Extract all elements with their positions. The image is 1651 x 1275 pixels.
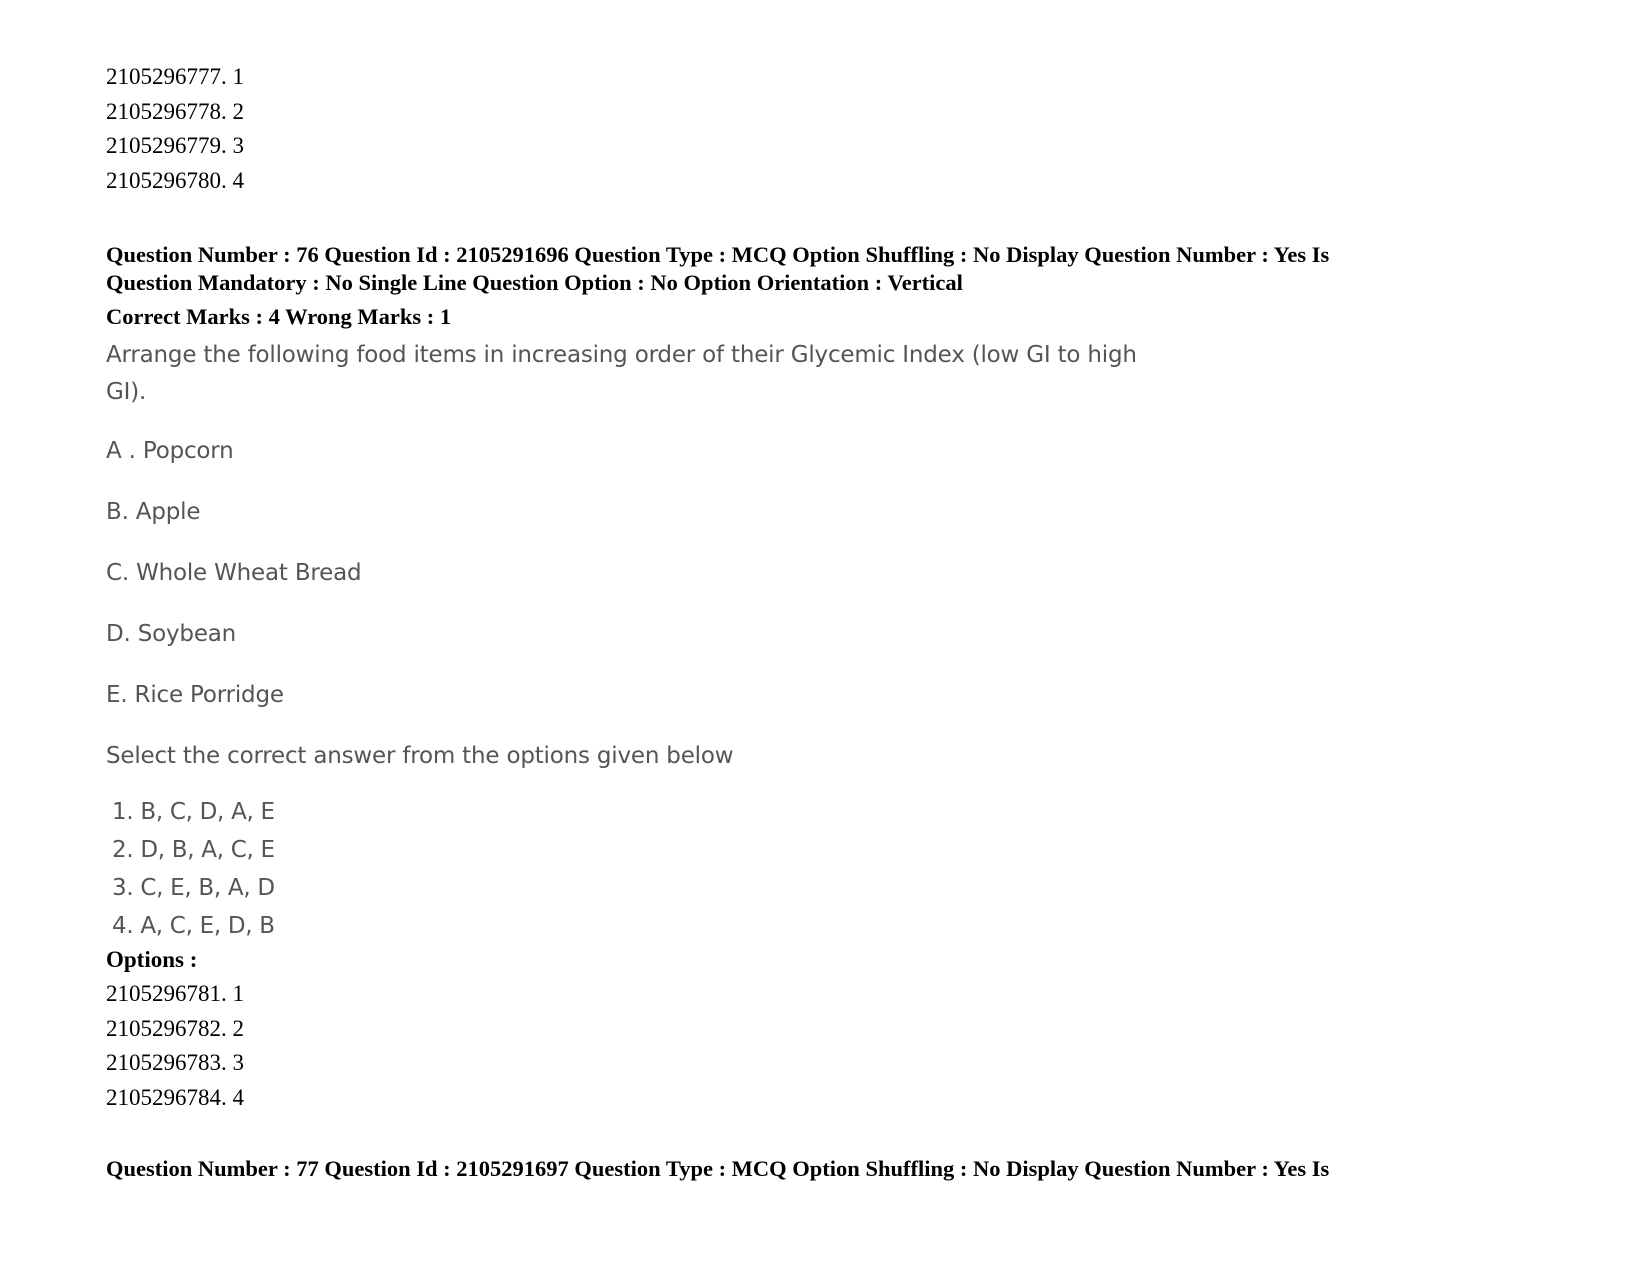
question-meta-line-2: Question Mandatory : No Single Line Question Option : No Option Orientation : Vertical [106,270,963,295]
option-id-line: 2105296783. 3 [106,1050,244,1075]
page-content [106,60,1506,1183]
question-item-e: E. Rice Porridge [106,682,284,708]
question-item-b: B. Apple [106,499,201,525]
question-marks: Correct Marks : 4 Wrong Marks : 1 [106,304,452,329]
option-id-line: 2105296778. 2 [106,98,244,124]
answer-choice-3: 3. C, E, B, A, D [112,875,275,901]
option-id-line: 2105296782. 2 [106,1015,244,1041]
question-76-meta [106,241,1506,297]
question-items [106,437,1506,709]
question-instruction: Select the correct answer from the options given below [106,743,734,769]
question-text: Arrange the following food items in increasing order of their Glycemic Index (low GI to high GI). [106,342,1137,405]
answer-choices [106,793,1506,945]
answer-choice-1: 1. B, C, D, A, E [112,799,275,825]
options-heading: Options : [106,947,198,972]
option-id-line: 2105296780. 4 [106,167,244,193]
answer-choice-4: 4. A, C, E, D, B [112,913,275,939]
answer-choice-2: 2. D, B, A, C, E [112,837,275,863]
option-id-line: 2105296781. 1 [106,981,244,1006]
option-id-line: 2105296784. 4 [106,1084,244,1110]
question-item-a: A . Popcorn [106,438,234,464]
option-id-line: 2105296779. 3 [106,133,244,158]
question-76-option-ids [106,977,1506,1115]
option-id-line: 2105296777. 1 [106,64,244,89]
previous-question-options [106,60,1506,198]
question-item-c: C. Whole Wheat Bread [106,560,362,586]
question-item-d: D. Soybean [106,621,237,647]
question-meta-line-1: Question Number : 76 Question Id : 2105291696 Question Type : MCQ Option Shuffling : No Display Question Number : Yes Is [106,242,1330,267]
question-77-meta: Question Number : 77 Question Id : 2105291697 Question Type : MCQ Option Shuffling : No Display Question Number : Yes Is [106,1156,1330,1181]
